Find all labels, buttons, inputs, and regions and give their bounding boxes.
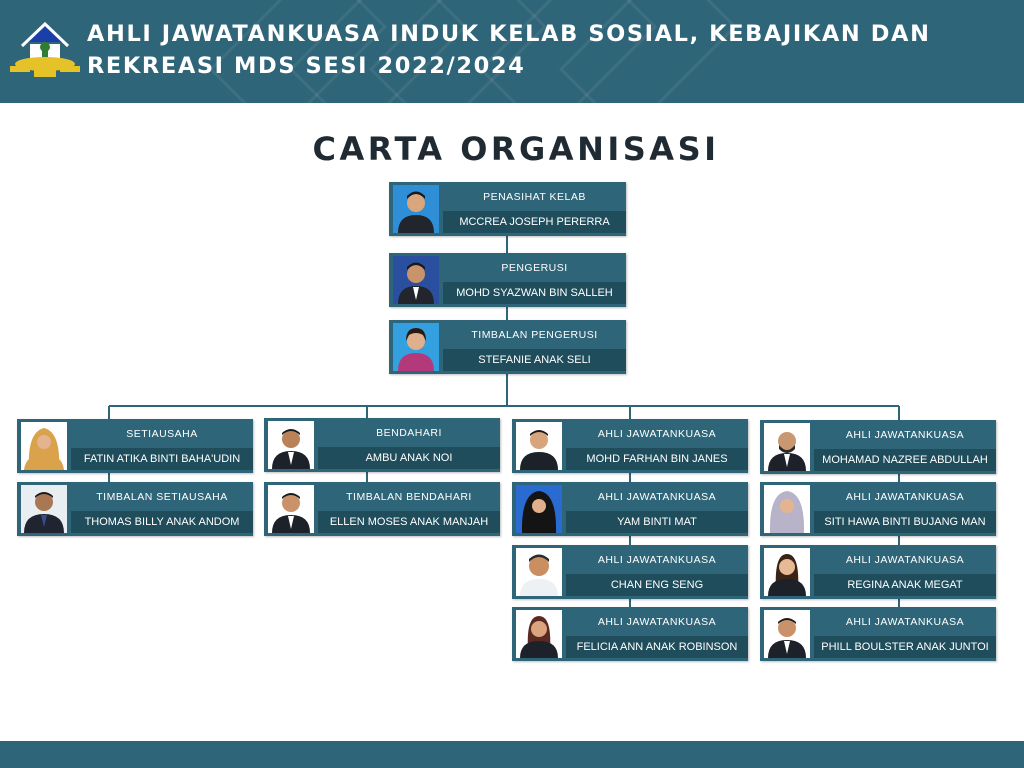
member-photo [268,485,314,533]
member-name: FELICIA ANN ANAK ROBINSON [576,641,738,653]
org-card-penasihat [389,182,626,236]
member-name: MOHD SYAZWAN BIN SALLEH [456,287,613,299]
org-card-timbalan-setiausaha [17,482,253,536]
org-card-ajk-6 [760,482,996,536]
member-name: ELLEN MOSES ANAK MANJAH [329,516,489,528]
member-photo [516,548,562,596]
org-card-pengerusi [389,253,626,307]
role-label: SETIAUSAHA [126,428,198,440]
org-card-ajk-3 [512,545,748,599]
member-name: MOHD FARHAN BIN JANES [586,453,728,465]
org-card-ajk-5 [760,420,996,474]
role-label: TIMBALAN BENDAHARI [346,491,472,503]
member-photo [21,422,67,470]
org-card-ajk-4 [512,607,748,661]
member-photo [516,610,562,658]
role-label: TIMBALAN PENGERUSI [471,329,598,341]
member-photo [393,185,439,233]
chart-title: CARTA ORGANISASI [312,130,720,168]
role-label: AHLI JAWATANKUASA [845,616,965,628]
member-name: THOMAS BILLY ANAK ANDOM [84,516,240,528]
member-name: YAM BINTI MAT [617,516,697,528]
member-name: REGINA ANAK MEGAT [847,579,963,591]
role-label: AHLI JAWATANKUASA [597,428,717,440]
member-name: PHILL BOULSTER ANAK JUNTOI [821,641,989,653]
member-name: AMBU ANAK NOI [365,452,453,464]
role-label: AHLI JAWATANKUASA [845,429,965,441]
member-name: MOHAMAD NAZREE ABDULLAH [822,454,988,466]
footer-bar [0,741,1024,768]
member-name: FATIN ATIKA BINTI BAHA'UDIN [83,453,241,465]
member-name: STEFANIE ANAK SELI [478,354,591,366]
org-card-ajk-8 [760,607,996,661]
role-label: AHLI JAWATANKUASA [597,554,717,566]
org-card-setiausaha [17,419,253,473]
role-label: AHLI JAWATANKUASA [845,491,965,503]
member-photo [393,323,439,371]
org-card-bendahari [264,418,500,472]
org-card-ajk-2 [512,482,748,536]
header-title: AHLI JAWATANKUASA INDUK KELAB SOSIAL, KEBAJIKAN DAN REKREASI MDS SESI 2022/2024 [87,21,931,79]
member-photo [764,485,810,533]
role-label: AHLI JAWATANKUASA [597,616,717,628]
role-label: PENGERUSI [501,262,568,274]
member-name: SITI HAWA BINTI BUJANG MAN [824,516,986,528]
member-photo [268,421,314,469]
role-label: AHLI JAWATANKUASA [597,491,717,503]
member-photo [516,485,562,533]
org-card-timbalan-bendahari [264,482,500,536]
member-photo [516,422,562,470]
role-label: TIMBALAN SETIAUSAHA [96,491,228,503]
member-name: MCCREA JOSEPH PERERRA [459,216,610,228]
member-photo [764,610,810,658]
member-photo [21,485,67,533]
org-card-ajk-1 [512,419,748,473]
org-card-ajk-7 [760,545,996,599]
member-photo [764,423,810,471]
org-card-timbalan-pengerusi [389,320,626,374]
role-label: BENDAHARI [376,427,442,439]
member-photo [764,548,810,596]
role-label: AHLI JAWATANKUASA [845,554,965,566]
member-photo [393,256,439,304]
member-name: CHAN ENG SENG [610,579,704,591]
role-label: PENASIHAT KELAB [483,191,586,203]
